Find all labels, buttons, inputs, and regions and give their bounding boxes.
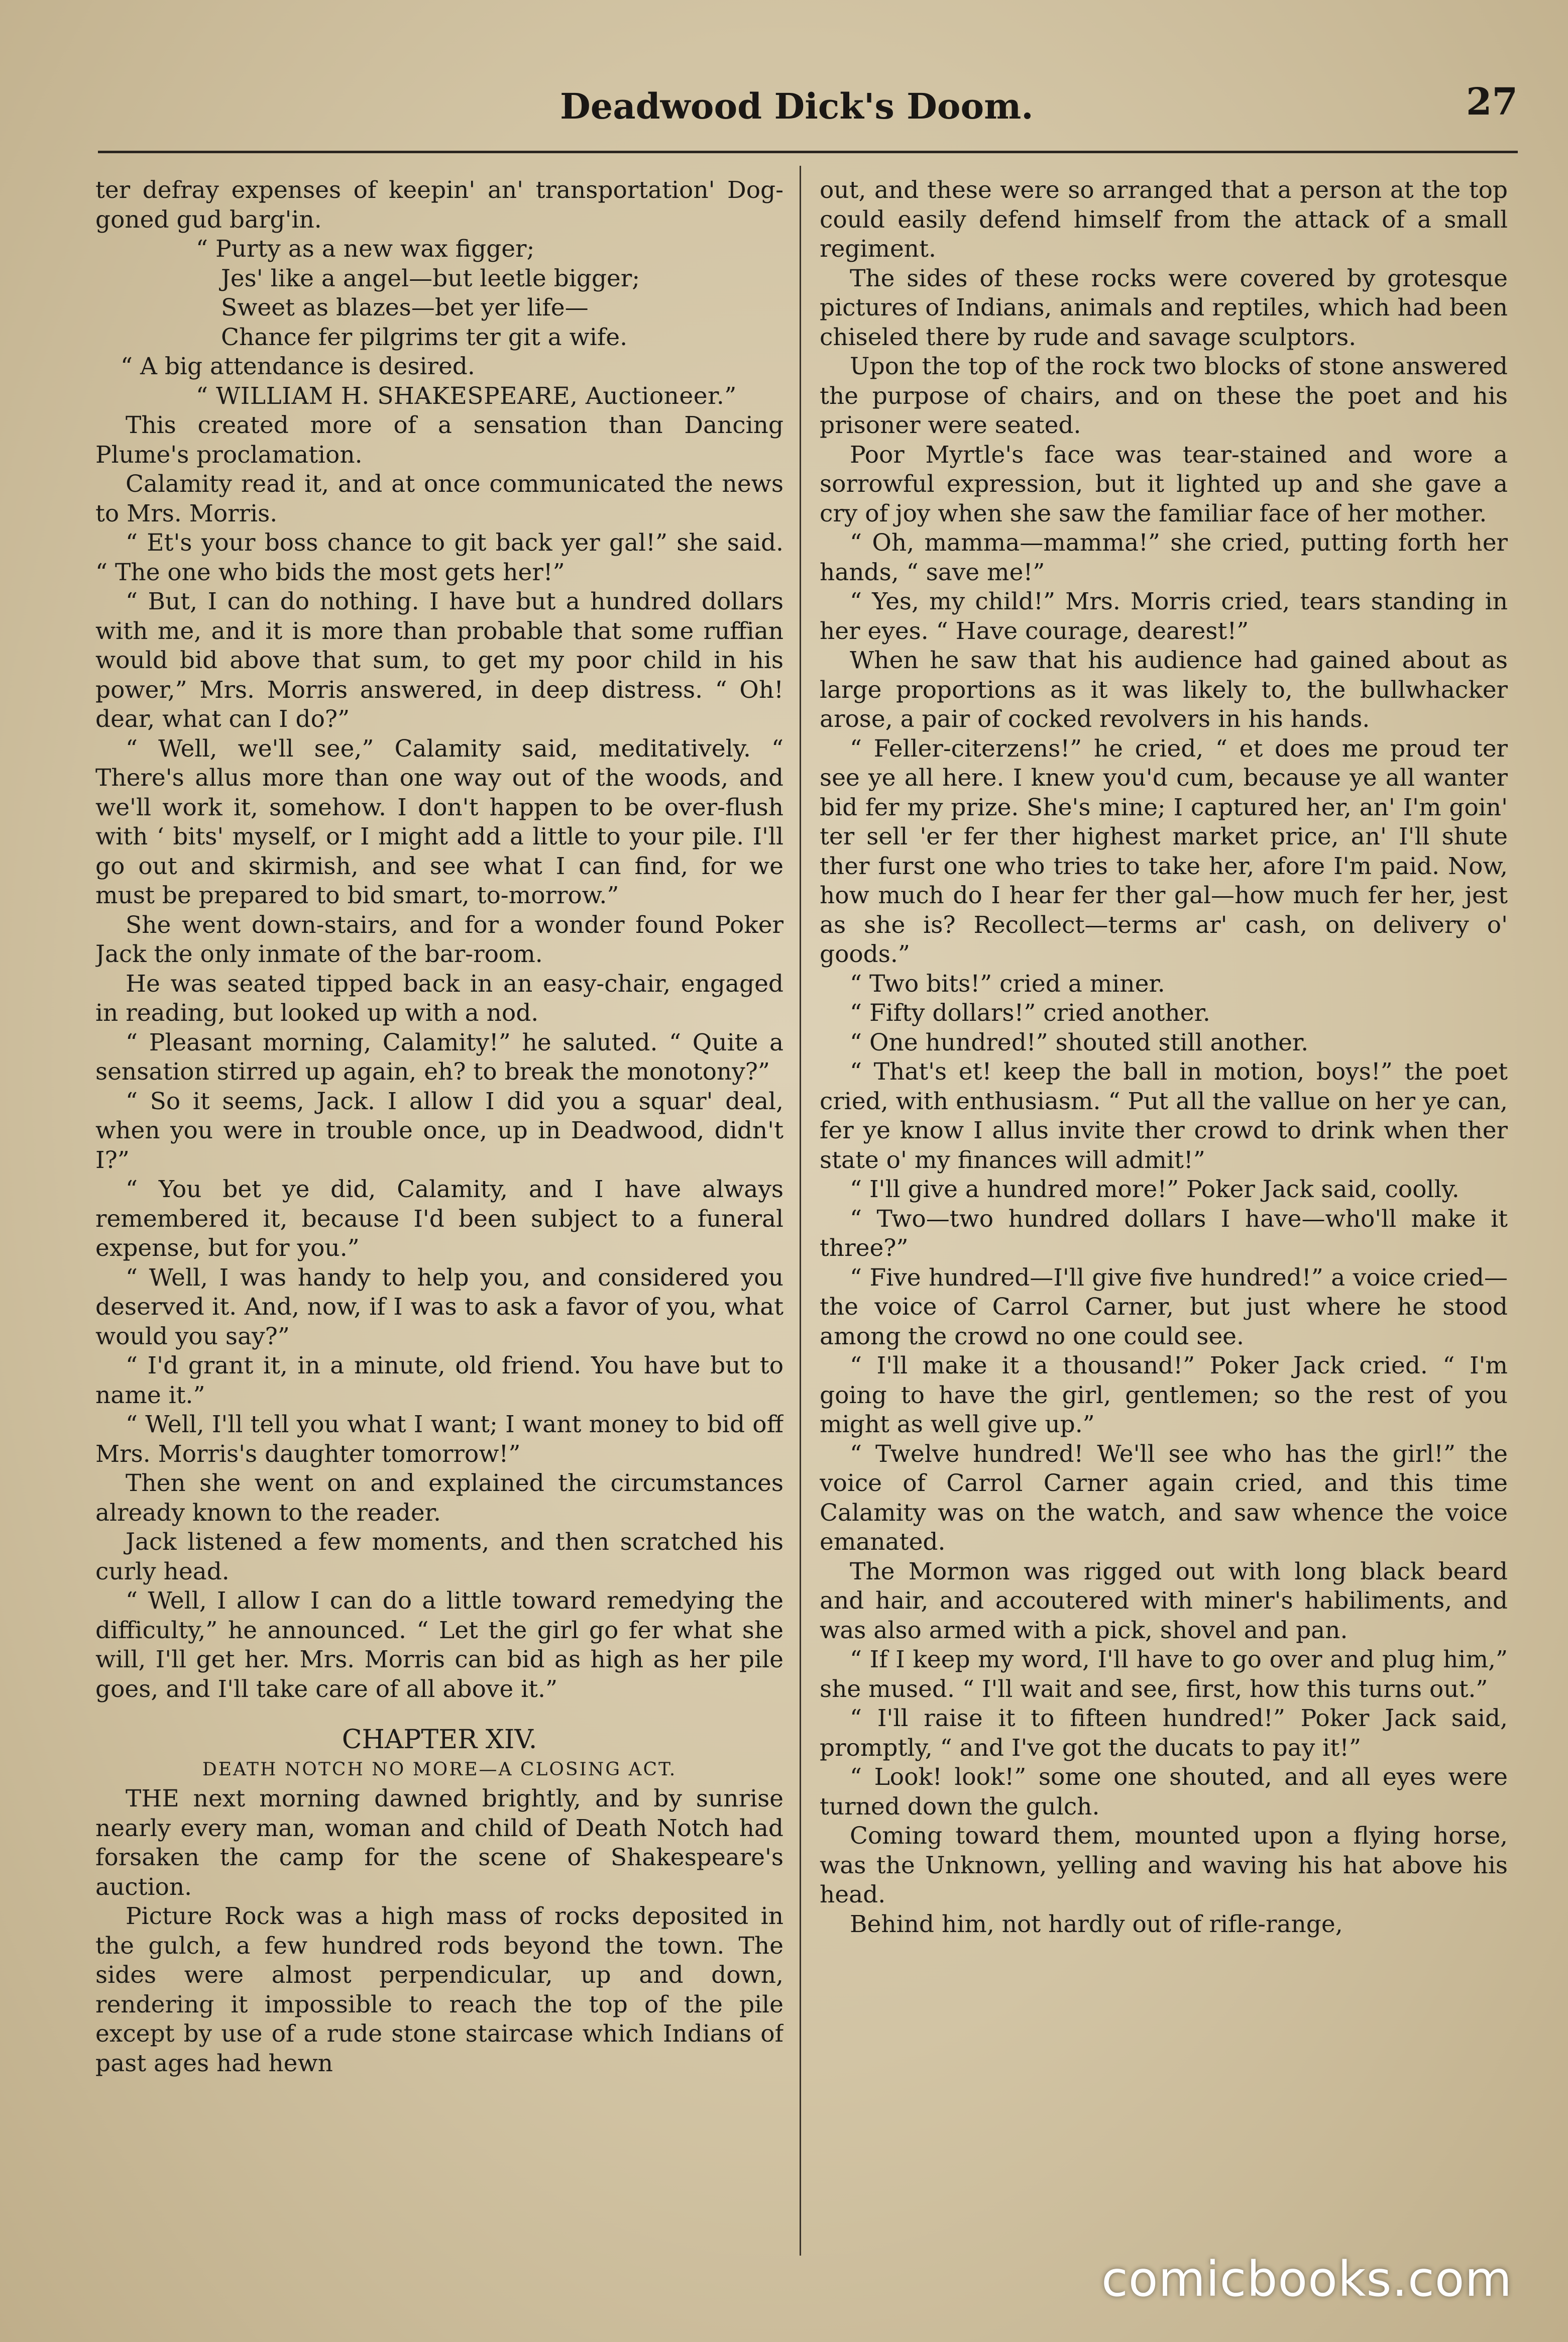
paragraph: “ Well, I was handy to help you, and considered you deserved it. And, now, if I was to ask a favor of you, what would you say?”	[95, 1263, 783, 1350]
paragraph: “ Yes, my child!” Mrs. Morris cried, tears standing in her eyes. “ Have courage, dearest!”	[820, 588, 1508, 645]
paragraph: “ But, I can do nothing. I have but a hundred dollars with me, and it is more than probable that some ruffian would bid above that sum, to get my poor child in his power,” Mrs. Morris answered, in deep distress. “ Oh! dear, what can I do?”	[95, 588, 783, 733]
paragraph: Calamity read it, and at once communicated the news to Mrs. Morris.	[95, 470, 783, 527]
paragraph: “ That's et! keep the ball in motion, boys!” the poet cried, with enthusiasm. “ Put all the vallue on her ye can, fer ye know I allus invite ther crowd to drink when ther state o' my finances will admit!”	[820, 1058, 1508, 1174]
paragraph: He was seated tipped back in an easy-chair, engaged in reading, but looked up with a nod.	[95, 970, 783, 1027]
verse-line: Sweet as blazes—bet yer life—	[221, 294, 589, 322]
paragraph: She went down-stairs, and for a wonder found Poker Jack the only inmate of the bar-room.	[95, 911, 783, 968]
paragraph: ter defray expenses of keepin' an' transportation' Dog-goned gud barg'in.	[95, 176, 783, 234]
paragraph: “ Oh, mamma—mamma!” she cried, putting forth her hands, “ save me!”	[820, 529, 1508, 586]
paragraph: “ I'll give a hundred more!” Poker Jack said, coolly.	[850, 1176, 1460, 1203]
paragraph: “ Two bits!” cried a miner.	[850, 970, 1165, 998]
paragraph: The sides of these rocks were covered by grotesque pictures of Indians, animals and reptiles, which had been chiseled there by rude and savage sculptors.	[820, 264, 1508, 351]
paragraph: “ Feller-citerzens!” he cried, “ et does me proud ter see ye all here. I knew you'd cum, because ye all wanter bid fer my prize. She's mine; I captured her, an' I'm goin' ter sell 'er fer ther highest market price, an' I'll shute ther furst one who tries to take her, afore I'm paid. Now, how much do I hear fer ther gal—how much fer her, jest as she is? Recollect—terms ar' cash, on delivery o' goods.”	[820, 734, 1508, 968]
paragraph: When he saw that his audience had gained about as large proportions as it was likely to, the bullwhacker arose, a pair of cocked revolvers in his hands.	[820, 647, 1508, 733]
header-rule	[98, 151, 1518, 153]
paragraph: The Mormon was rigged out with long black beard and hair, and accoutered with miner's habiliments, and was also armed with a pick, shovel and pan.	[820, 1557, 1508, 1644]
paragraph: Upon the top of the rock two blocks of stone answered the purpose of chairs, and on these the poet and his prisoner were seated.	[820, 353, 1508, 439]
notice-signature: “ WILLIAM H. SHAKESPEARE, Auctioneer.”	[196, 382, 737, 410]
page-header	[0, 0, 1568, 151]
paragraph: “ If I keep my word, I'll have to go over and plug him,” she mused. “ I'll wait and see, first, how this turns out.”	[820, 1646, 1508, 1703]
paragraph: Coming toward them, mounted upon a flying horse, was the Unknown, yelling and waving his hat above his head.	[820, 1822, 1508, 1908]
column-divider	[800, 166, 801, 2256]
paragraph: out, and these were so arranged that a person at the top could easily defend himself from the attack of a small regiment.	[820, 176, 1508, 263]
paragraph: “ I'll make it a thousand!” Poker Jack cried. “ I'm going to have the girl, gentlemen; so the rest of you might as well give up.”	[820, 1352, 1508, 1438]
right-column	[820, 176, 1508, 2261]
paragraph: Poor Myrtle's face was tear-stained and wore a sorrowful expression, but it lighted up and she gave a cry of joy when she saw the familiar face of her mother.	[820, 441, 1508, 527]
paragraph: “ Look! look!” some one shouted, and all eyes were turned down the gulch.	[820, 1763, 1508, 1821]
verse-line: Chance fer pilgrims ter git a wife.	[221, 323, 628, 351]
paragraph: “ Pleasant morning, Calamity!” he saluted. “ Quite a sensation stirred up again, eh? to break the monotony?”	[95, 1028, 783, 1086]
verse-line: Jes' like a angel—but leetle bigger;	[221, 264, 640, 292]
paragraph: “ I'd grant it, in a minute, old friend. You have but to name it.”	[95, 1352, 783, 1409]
paragraph: “ Fifty dollars!” cried another.	[850, 999, 1210, 1027]
paragraph: This created more of a sensation than Dancing Plume's proclamation.	[95, 411, 783, 469]
paragraph: Jack listened a few moments, and then scratched his curly head.	[95, 1528, 783, 1585]
paragraph: “ Five hundred—I'll give five hundred!” a voice cried—the voice of Carrol Carner, but just where he stood among the crowd no one could see.	[820, 1263, 1508, 1350]
chapter-heading: CHAPTER XIV.	[342, 1725, 537, 1755]
paragraph: “ Et's your boss chance to git back yer gal!” she said. “ The one who bids the most gets her!”	[95, 529, 783, 586]
paragraph: “ Twelve hundred! We'll see who has the girl!” the voice of Carrol Carner again cried, and this time Calamity was on the watch, and saw whence the voice emanated.	[820, 1440, 1508, 1556]
running-title: Deadwood Dick's Doom.	[560, 85, 1034, 127]
paragraph: “ You bet ye did, Calamity, and I have always remembered it, because I'd been subject to a funeral expense, but for you.”	[95, 1176, 783, 1262]
paragraph: “ Well, we'll see,” Calamity said, meditatively. “ There's allus more than one way out of the woods, and we'll work it, somehow. I don't happen to be over-flush with ‘ bits' myself, or I might add a little to your pile. I'll go out and skirmish, and see what I can find, for we must be prepared to bid smart, to-morrow.”	[95, 734, 783, 909]
paragraph: “ One hundred!” shouted still another.	[850, 1028, 1309, 1056]
paragraph: Then she went on and explained the circumstances already known to the reader.	[95, 1469, 783, 1527]
paragraph: “ Two—two hundred dollars I have—who'll make it three?”	[820, 1205, 1508, 1262]
paragraph: “ Well, I allow I can do a little toward remedying the difficulty,” he announced. “ Let the girl go fer what she will, I'll get her. Mrs. Morris can bid as high as her pile goes, and I'll take care of all above it.”	[95, 1587, 783, 1703]
verse-line: “ Purty as a new wax figger;	[196, 235, 535, 263]
site-watermark: comicbooks.com	[1101, 2251, 1513, 2307]
chapter-subtitle: DEATH NOTCH NO MORE—A CLOSING ACT.	[202, 1759, 677, 1780]
paragraph: “ I'll raise it to fifteen hundred!” Poker Jack said, promptly, “ and I've got the ducats to pay it!”	[820, 1705, 1508, 1762]
paragraph: “ So it seems, Jack. I allow I did you a squar' deal, when you were in trouble once, up in Deadwood, didn't I?”	[95, 1087, 783, 1174]
paragraph: THE next morning dawned brightly, and by sunrise nearly every man, woman and child of Death Notch had forsaken the camp for the scene of Shakespeare's auction.	[95, 1785, 783, 1901]
paragraph: “ Well, I'll tell you what I want; I want money to bid off Mrs. Morris's daughter tomorrow!”	[95, 1411, 783, 1468]
page-number: 27	[1466, 80, 1518, 124]
notice-line: “ A big attendance is desired.	[121, 353, 475, 380]
paragraph: Behind him, not hardly out of rifle-range,	[850, 1910, 1343, 1938]
paragraph: Picture Rock was a high mass of rocks deposited in the gulch, a few hundred rods beyond the town. The sides were almost perpendicular, up and down, rendering it impossible to reach the top of the pile except by use of a rude stone staircase which Indians of past ages had hewn	[95, 1902, 783, 2077]
left-column	[95, 176, 783, 2261]
